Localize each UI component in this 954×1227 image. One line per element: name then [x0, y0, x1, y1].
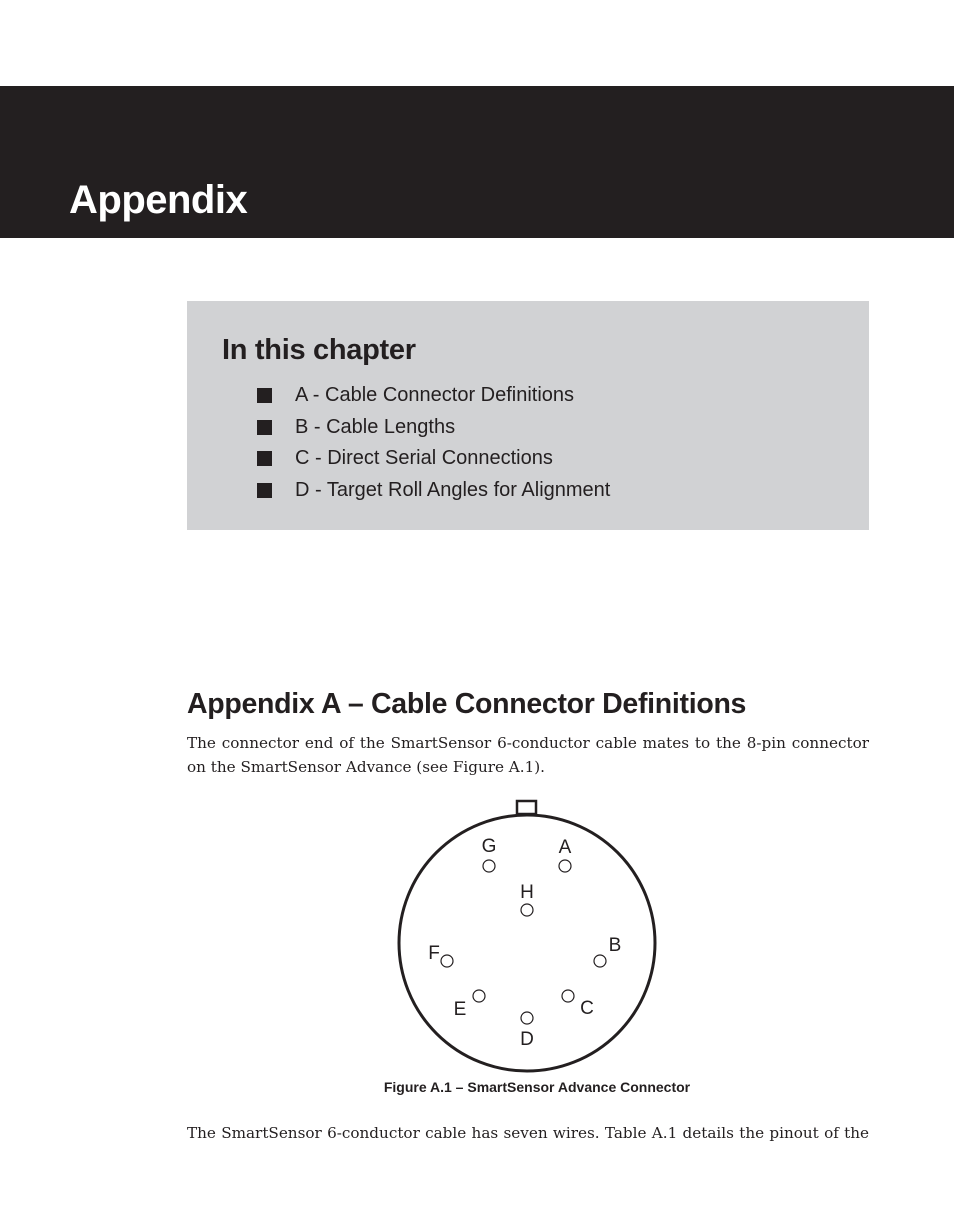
pin-a-label: A [558, 837, 572, 858]
pin-g-hole [483, 860, 495, 872]
connector-key-tab [517, 801, 536, 814]
square-bullet-icon [257, 388, 272, 403]
in-this-chapter-title: In this chapter [222, 334, 416, 366]
chapter-item-d [257, 476, 610, 508]
pin-f-hole [441, 955, 453, 967]
pin-h-label: H [520, 882, 534, 903]
pin-d [520, 1012, 534, 1050]
pin-c-hole [562, 990, 574, 1002]
chapter-item-label: D - Target Roll Angles for Alignment [295, 478, 611, 501]
pin-b-label: B [608, 935, 622, 956]
pin-a [559, 837, 572, 872]
chapter-item-label: C - Direct Serial Connections [295, 447, 553, 469]
body-paragraph: The SmartSensor 6-conductor cable has seven wires. Table A.1 details the pinout of the [187, 1124, 869, 1142]
section-heading: Appendix A – Cable Connector Definitions [187, 688, 747, 720]
chapter-item-b [257, 413, 610, 445]
chapter-item-a [257, 381, 610, 413]
pin-a-hole [559, 860, 571, 872]
pin-c-label: C [580, 998, 594, 1019]
pin-e-hole [473, 990, 485, 1002]
pin-b-hole [594, 955, 606, 967]
chapter-item-label: B - Cable Lengths [295, 415, 456, 438]
pin-e-label: E [453, 999, 467, 1020]
pin-g-label: G [481, 836, 497, 857]
chapter-contents-list [257, 381, 610, 507]
pin-h [520, 882, 534, 916]
in-this-chapter-box [187, 301, 869, 530]
square-bullet-icon [257, 483, 272, 498]
chapter-item-c [257, 444, 610, 476]
pin-d-label: D [520, 1029, 534, 1050]
square-bullet-icon [257, 420, 272, 435]
pin-h-hole [521, 904, 533, 916]
pin-f-label: F [428, 943, 440, 964]
pin-g [482, 836, 497, 872]
figure-caption: Figure A.1 – SmartSensor Advance Connector [383, 1079, 691, 1095]
connector-diagram [390, 795, 664, 1080]
chapter-item-label: A - Cable Connector Definitions [295, 384, 575, 406]
square-bullet-icon [257, 451, 272, 466]
body-paragraph: The connector end of the SmartSensor 6-conductor cable mates to the 8-pin connector on the SmartSensor Advance (see Figure A.1). [187, 734, 869, 776]
page-title: Appendix [69, 178, 248, 222]
pin-d-hole [521, 1012, 533, 1024]
